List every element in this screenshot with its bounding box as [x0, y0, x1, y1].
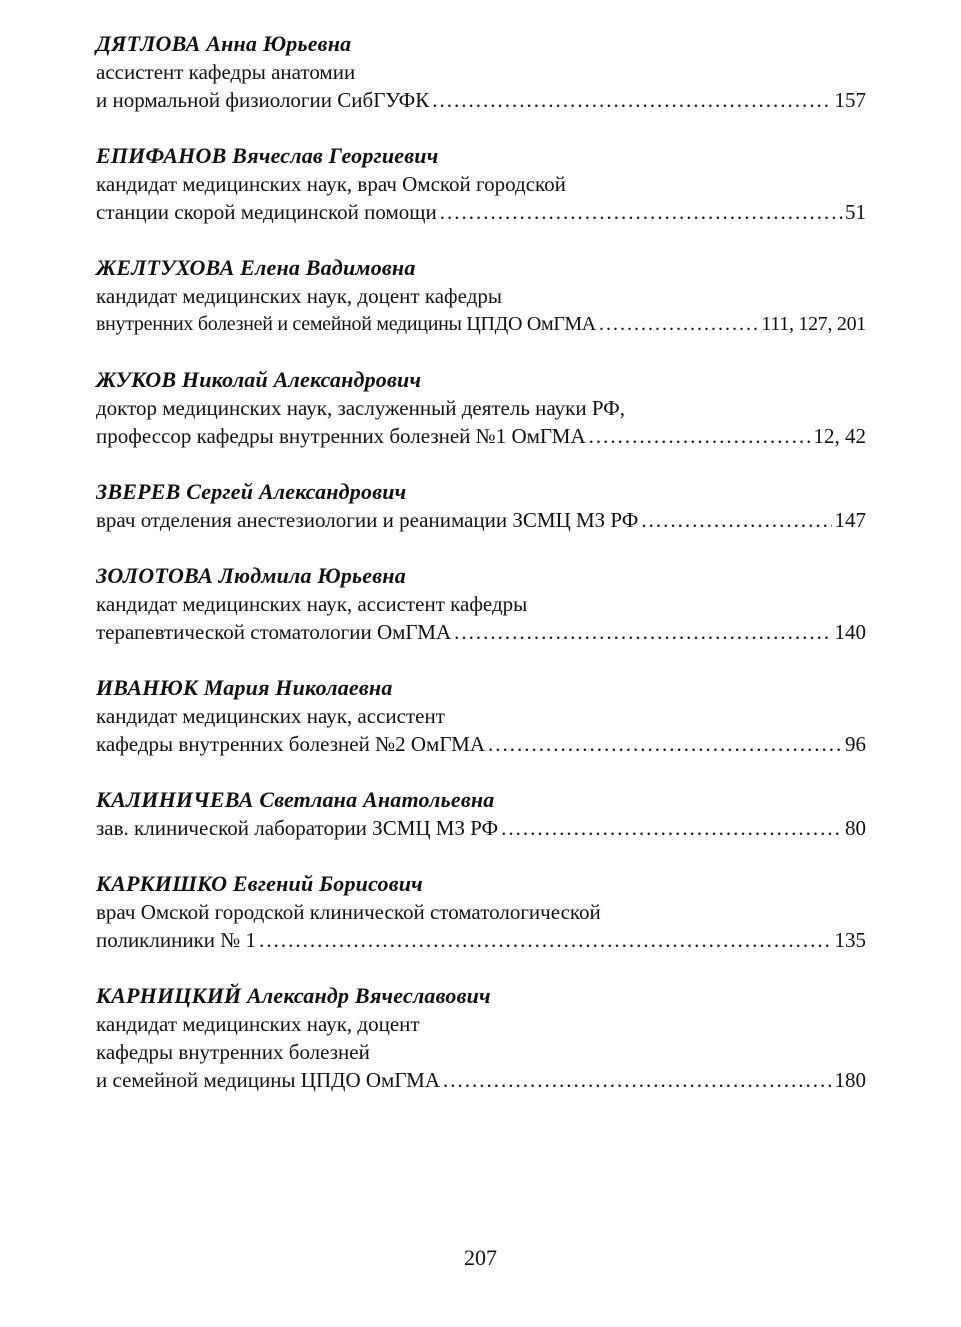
author-position: кандидат медицинских наук, ассистент кафедры	[96, 592, 528, 616]
page-reference: 12, 42	[813, 424, 866, 448]
author-position: врач Омской городской клинической стоматологической	[96, 900, 601, 924]
page-reference: 51	[845, 200, 866, 224]
author-name: КАРНИЦКИЙ Александр Вячеславович	[96, 983, 491, 1008]
author-position: доктор медицинских наук, заслуженный деятель науки РФ,	[96, 396, 626, 420]
author-name: ЕПИФАНОВ Вячеслав Георгиевич	[96, 143, 439, 168]
index-entry-karkishko	[96, 870, 866, 982]
dot-leader	[440, 198, 842, 226]
author-position-leader-line	[96, 730, 866, 758]
index-entry-zhukov	[96, 366, 866, 478]
index-entry-karnitsky	[96, 982, 866, 1122]
dot-leader	[443, 1066, 831, 1094]
page-number: 207	[464, 1245, 497, 1270]
author-name: КАЛИНИЧЕВА Светлана Анатольевна	[96, 787, 495, 812]
dot-leader	[259, 926, 831, 954]
index-entry-epifanov	[96, 142, 866, 254]
author-position: и семейной медицины ЦПДО ОмГМА	[96, 1068, 441, 1092]
author-position: врач отделения анестезиологии и реанимации ЗСМЦ МЗ РФ	[96, 508, 639, 532]
dot-leader	[488, 730, 842, 758]
author-position: кандидат медицинских наук, ассистент	[96, 704, 445, 728]
author-position: поликлиники № 1	[96, 928, 257, 952]
author-position: и нормальной физиологии СибГУФК	[96, 88, 430, 112]
author-position-leader-line	[96, 198, 866, 226]
author-name: КАРКИШКО Евгений Борисович	[96, 871, 423, 896]
author-position: станции скорой медицинской помощи	[96, 200, 437, 224]
author-position: терапевтической стоматологии ОмГМА	[96, 620, 452, 644]
page-reference: 80	[845, 816, 866, 840]
author-position-leader-line	[96, 1066, 866, 1094]
author-name: ЗВЕРЕВ Сергей Александрович	[96, 479, 407, 504]
author-name: ЗОЛОТОВА Людмила Юрьевна	[96, 563, 406, 588]
author-position: кандидат медицинских наук, доцент кафедры	[96, 284, 502, 308]
index-entry-zverev	[96, 478, 866, 562]
page-reference: 96	[845, 732, 866, 756]
author-position-leader-line	[96, 814, 866, 842]
author-name: ЖУКОВ Николай Александрович	[96, 367, 422, 392]
author-position-leader-line	[96, 618, 866, 646]
index-entry-ivanyuk	[96, 674, 866, 786]
index-entry-zolotova	[96, 562, 866, 674]
author-position-leader-line	[96, 926, 866, 954]
author-position: внутренних болезней и семейной медицины ЦПДО ОмГМА	[96, 313, 596, 335]
dot-leader	[432, 86, 831, 114]
dot-leader	[599, 310, 758, 338]
author-position: кандидат медицинских наук, доцент	[96, 1012, 420, 1036]
dot-leader	[501, 814, 842, 842]
page-reference: 147	[834, 508, 866, 532]
page-reference: 180	[834, 1068, 866, 1092]
author-position: кафедры внутренних болезней №2 ОмГМА	[96, 732, 486, 756]
author-position: ассистент кафедры анатомии	[96, 60, 356, 84]
dot-leader	[454, 618, 831, 646]
index-entry-zheltukhova	[96, 254, 866, 366]
author-index	[96, 30, 866, 1122]
index-entry-dyatlova	[96, 30, 866, 142]
author-position-leader-line	[96, 422, 866, 450]
author-position: профессор кафедры внутренних болезней №1 ОмГМА	[96, 424, 586, 448]
author-position-leader-line	[96, 310, 866, 338]
index-entry-kalinicheva	[96, 786, 866, 870]
dot-leader	[641, 506, 831, 534]
author-position-leader-line	[96, 86, 866, 114]
page-reference: 157	[834, 88, 866, 112]
page-reference: 140	[834, 620, 866, 644]
author-position: кандидат медицинских наук, врач Омской городской	[96, 172, 566, 196]
author-name: ИВАНЮК Мария Николаевна	[96, 675, 393, 700]
author-position: зав. клинической лаборатории ЗСМЦ МЗ РФ	[96, 816, 499, 840]
dot-leader	[589, 422, 811, 450]
author-position-leader-line	[96, 506, 866, 534]
author-name: ЖЕЛТУХОВА Елена Вадимовна	[96, 255, 416, 280]
page-reference: 111, 127, 201	[761, 313, 866, 335]
author-position: кафедры внутренних болезней	[96, 1040, 370, 1064]
author-name: ДЯТЛОВА Анна Юрьевна	[96, 31, 352, 56]
page-reference: 135	[834, 928, 866, 952]
